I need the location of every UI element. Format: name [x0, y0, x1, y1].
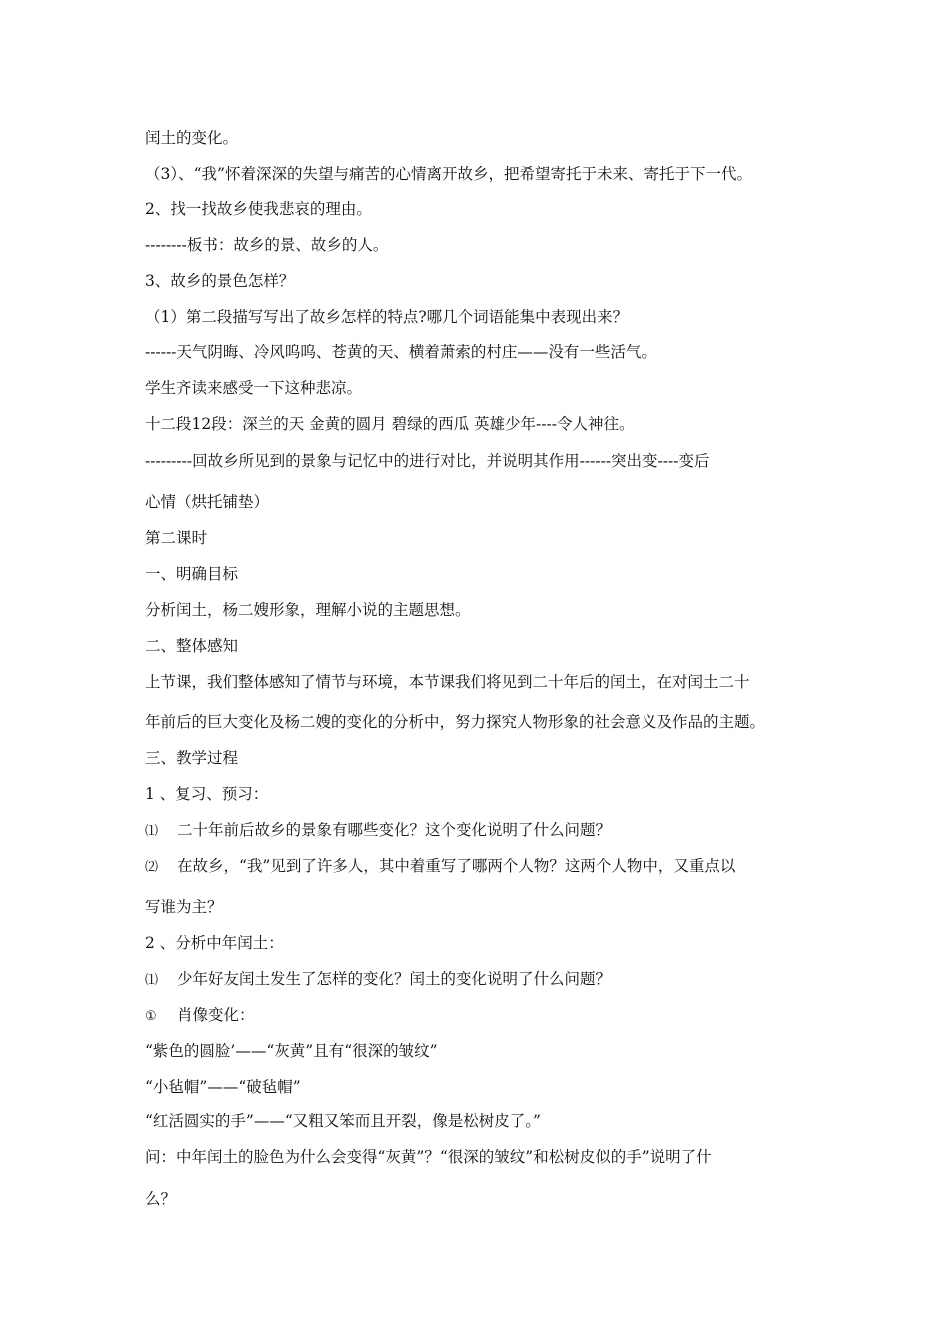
text-line: “紫色的圆脸’——“灰黄”且有“很深的皱纹” — [145, 1042, 438, 1060]
text-line: 上节课，我们整体感知了情节与环境，本节课我们将见到二十年后的闰土，在对闰土二十 — [145, 673, 750, 691]
line-text: 少年好友闰土发生了怎样的变化？闰土的变化说明了什么问题？ — [177, 970, 612, 988]
text-line: 写谁为主？ — [145, 898, 223, 916]
text-line: 十二段12段：深兰的天 金黄的圆月 碧绿的西瓜 英雄少年----令人神往。 — [145, 415, 635, 433]
text-line — [145, 1005, 825, 1027]
text-line: 1 、复习、预习： — [145, 785, 269, 803]
text-line: ------天气阴晦、冷风呜呜、苍黄的天、横着萧索的村庄——没有一些活气。 — [145, 343, 657, 361]
text-line: “红活圆实的手”——“又粗又笨而且开裂，像是松树皮了。” — [145, 1112, 541, 1130]
text-line: 学生齐读来感受一下这种悲凉。 — [145, 379, 363, 397]
text-line: “小毡帽”——“破毡帽” — [145, 1078, 301, 1096]
text-line — [145, 820, 825, 842]
text-line: 分析闰土，杨二嫂形象，理解小说的主题思想。 — [145, 601, 471, 619]
text-line: （1）第二段描写写出了故乡怎样的特点?哪几个词语能集中表现出来？ — [145, 308, 629, 326]
text-line: 么？ — [145, 1190, 177, 1208]
text-line: 2、找一找故乡使我悲哀的理由。 — [145, 200, 372, 218]
list-marker: ⑵ — [145, 860, 159, 875]
line-text: 肖像变化： — [177, 1006, 255, 1024]
section-heading: 三、教学过程 — [145, 749, 239, 767]
list-marker: ① — [145, 1009, 157, 1024]
section-heading: 第二课时 — [145, 529, 208, 547]
text-line: --------板书：故乡的景、故乡的人。 — [145, 236, 389, 254]
text-line: ---------回故乡所见到的景象与记忆中的进行对比，并说明其作用------突出变----变后 — [145, 452, 710, 470]
line-text: 在故乡，“我”见到了许多人，其中着重写了哪两个人物？这两个人物中，又重点以 — [177, 857, 736, 875]
section-heading: 二、整体感知 — [145, 637, 239, 655]
text-line: 问：中年闰土的脸色为什么会变得“灰黄”？“很深的皱纹”和松树皮似的手”说明了什 — [145, 1148, 712, 1166]
text-line — [145, 856, 825, 878]
text-line: 2 、分析中年闰土： — [145, 934, 284, 952]
text-line: 闰土的变化。 — [145, 129, 239, 147]
text-line: 年前后的巨大变化及杨二嫂的变化的分析中，努力探究人物形象的社会意义及作品的主题。 — [145, 713, 766, 731]
text-line — [145, 969, 825, 991]
list-marker: ⑴ — [145, 824, 159, 839]
text-line: 3、故乡的景色怎样？ — [145, 272, 295, 290]
text-line: （3）、“我”怀着深深的失望与痛苦的心情离开故乡，把希望寄托于未来、寄托于下一代。 — [145, 165, 752, 183]
list-marker: ⑴ — [145, 973, 159, 988]
text-line: 心情（烘托铺垫） — [145, 493, 270, 511]
line-text: 二十年前后故乡的景象有哪些变化？这个变化说明了什么问题？ — [177, 821, 612, 839]
section-heading: 一、明确目标 — [145, 565, 239, 583]
